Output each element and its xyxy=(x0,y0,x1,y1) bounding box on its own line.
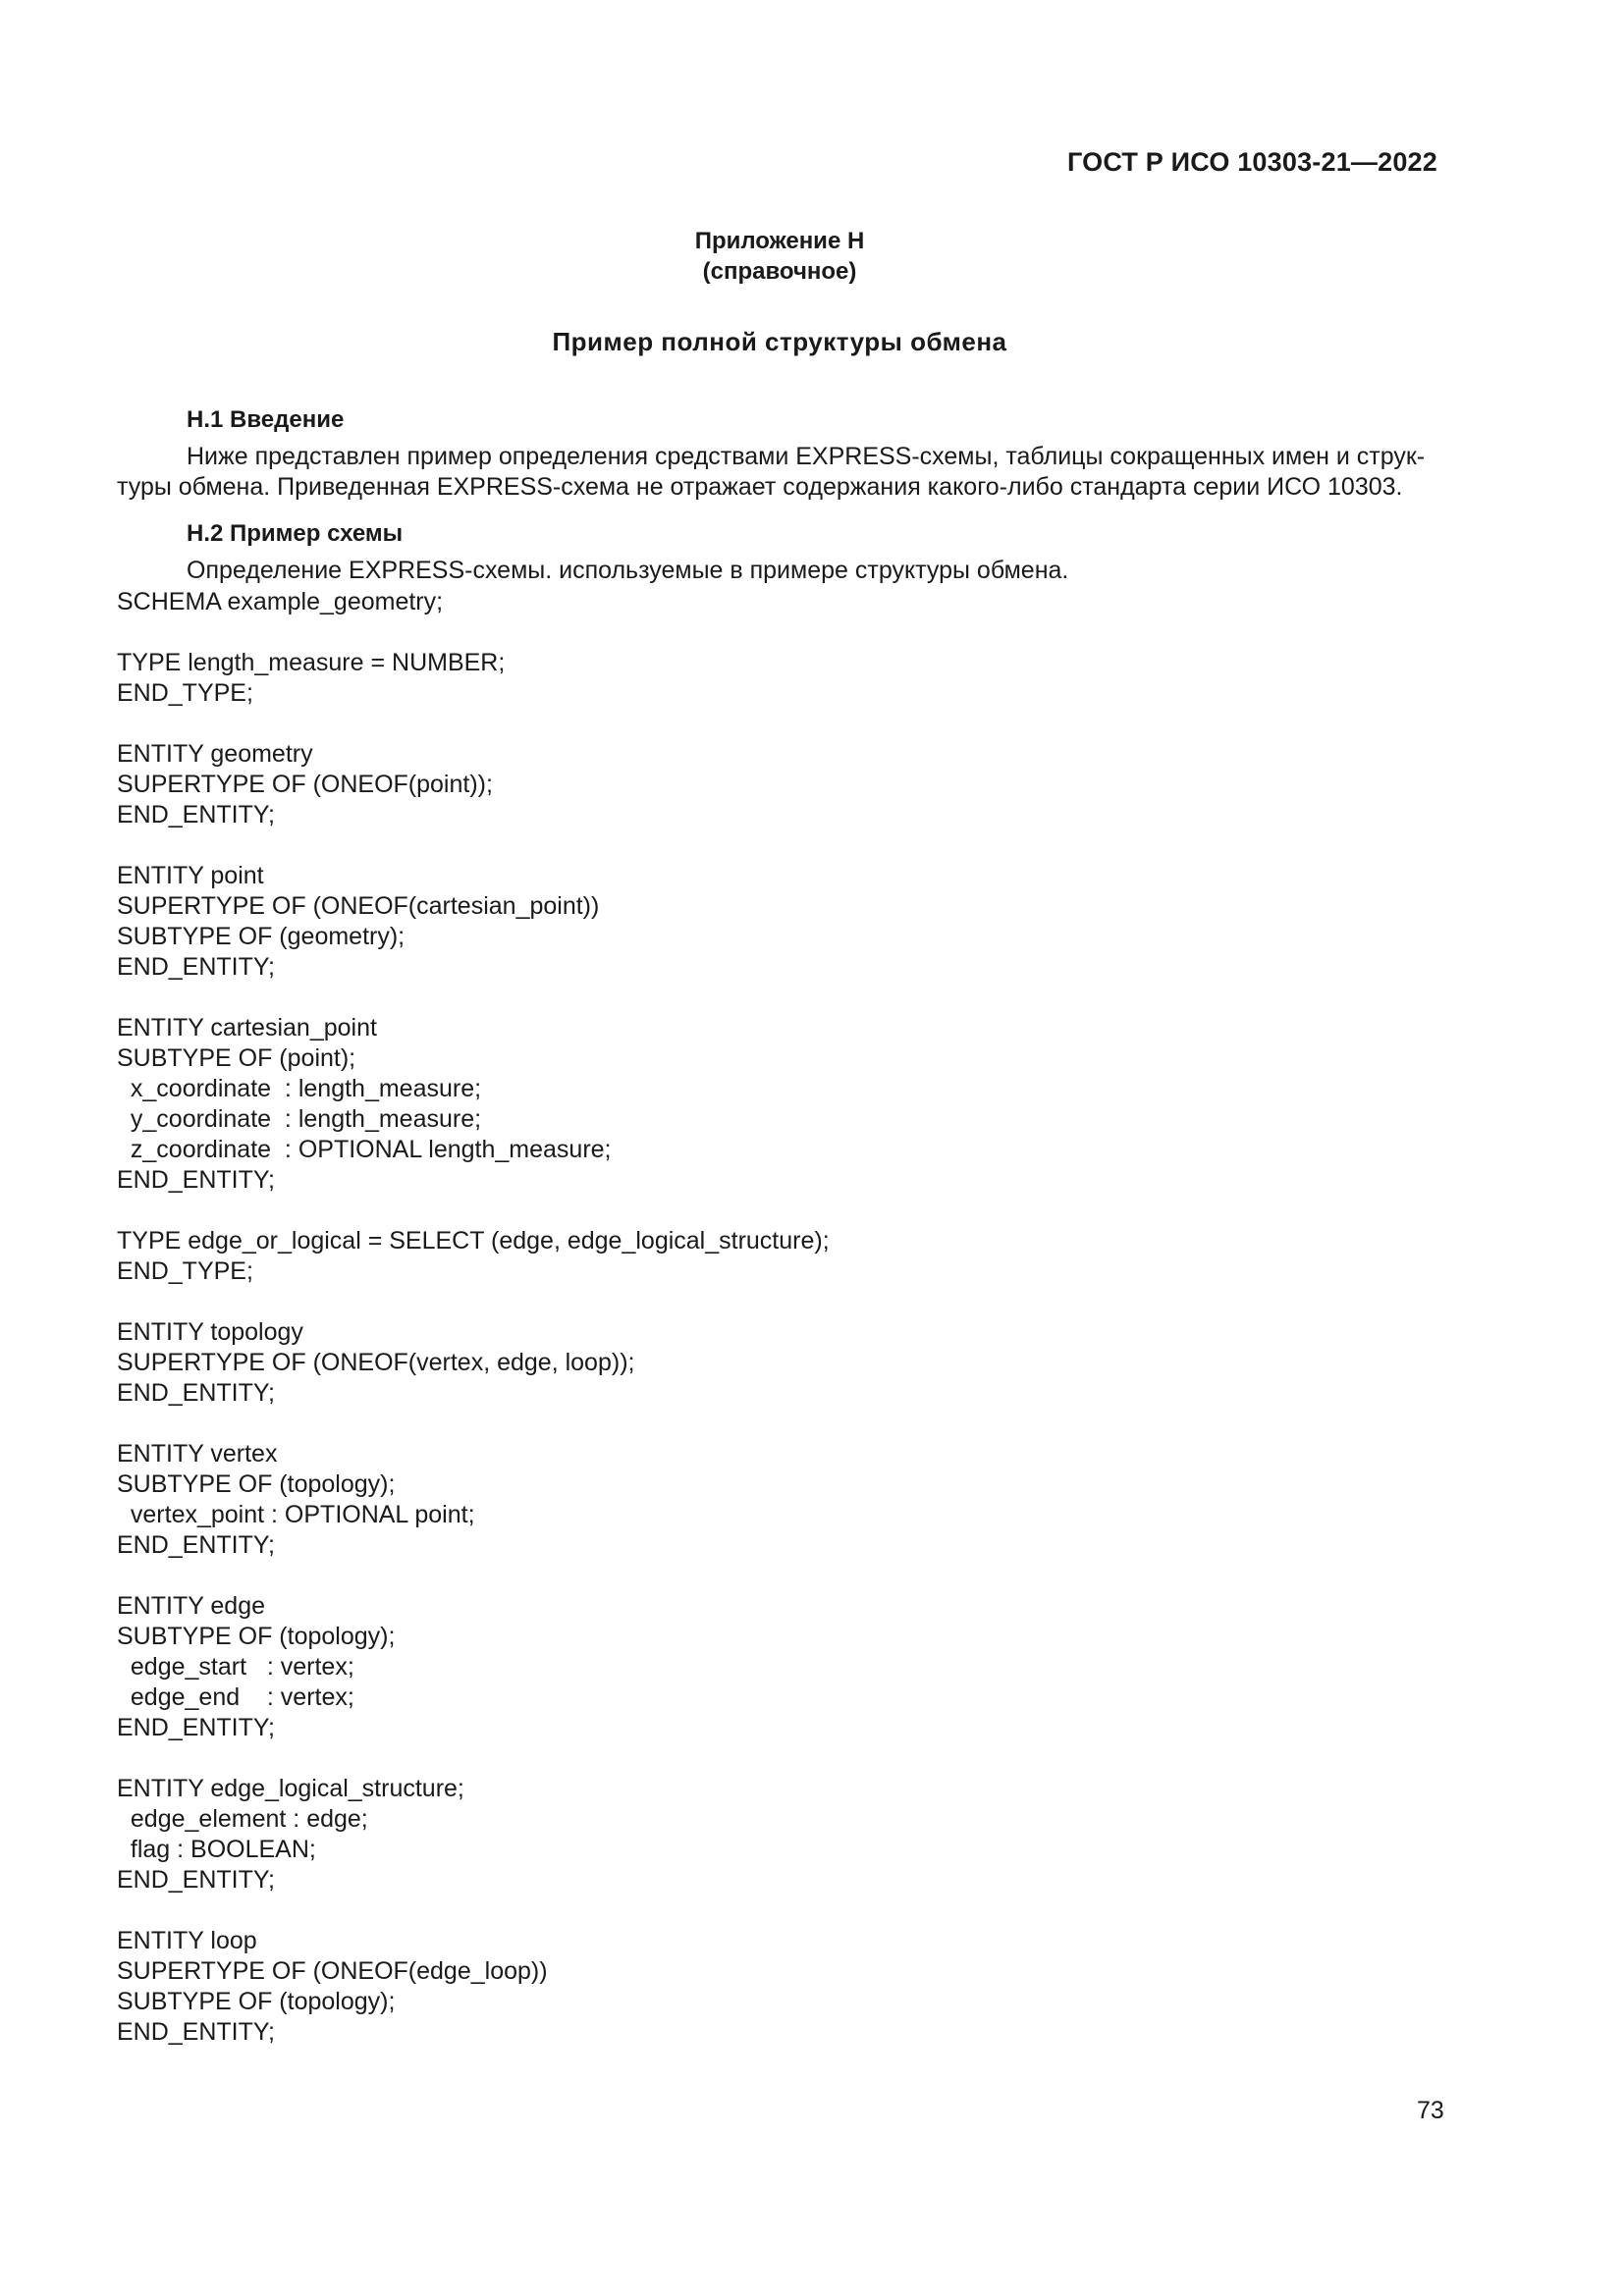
code-line xyxy=(117,1561,830,1591)
code-line: TYPE edge_or_logical = SELECT (edge, edge_logical_structure); xyxy=(117,1227,830,1255)
code-line: SUBTYPE OF (topology); xyxy=(117,1470,396,1498)
code-line: edge_end : vertex; xyxy=(117,1683,354,1711)
code-line: END_ENTITY; xyxy=(117,1379,275,1407)
code-line: flag : BOOLEAN; xyxy=(117,1836,316,1863)
code-line: END_ENTITY; xyxy=(117,953,275,981)
code-line: END_ENTITY; xyxy=(117,801,275,828)
code-line: SUBTYPE OF (topology); xyxy=(117,1623,396,1650)
code-line: SUBTYPE OF (point); xyxy=(117,1044,356,1072)
code-line xyxy=(117,1743,830,1774)
code-line: END_ENTITY; xyxy=(117,1166,275,1194)
code-line: END_ENTITY; xyxy=(117,1531,275,1559)
annex-subtitle: (справочное) xyxy=(702,258,857,285)
section-paragraph-schema-example xyxy=(117,556,1442,586)
code-line: SUBTYPE OF (topology); xyxy=(117,1988,396,2015)
code-line: ENTITY point xyxy=(117,862,264,889)
section-paragraph-introduction xyxy=(117,442,1442,503)
schema-example-text: Определение EXPRESS-схемы. используемые в примере структуры обмена. xyxy=(187,557,1069,584)
code-line: SUPERTYPE OF (ONEOF(edge_loop)) xyxy=(117,1957,548,1985)
page-number: 73 xyxy=(1417,2097,1444,2124)
annex-title: Приложение H xyxy=(694,228,865,254)
main-title: Пример полной структуры обмена xyxy=(552,327,1007,356)
code-line xyxy=(117,617,830,648)
code-line: SCHEMA example_geometry; xyxy=(117,588,444,615)
code-line: SUPERTYPE OF (ONEOF(cartesian_point)) xyxy=(117,892,600,920)
section-heading-schema-example: H.2 Пример схемы xyxy=(187,520,404,547)
code-line xyxy=(117,1409,830,1439)
code-line: edge_element : edge; xyxy=(117,1805,368,1833)
code-line xyxy=(117,983,830,1013)
code-line xyxy=(117,1196,830,1226)
code-line: vertex_point : OPTIONAL point; xyxy=(117,1501,475,1528)
code-line: ENTITY loop xyxy=(117,1927,257,1954)
code-line: z_coordinate : OPTIONAL length_measure; xyxy=(117,1136,612,1163)
code-line: SUPERTYPE OF (ONEOF(point)); xyxy=(117,771,493,798)
code-line xyxy=(117,709,830,739)
code-line: y_coordinate : length_measure; xyxy=(117,1105,482,1133)
code-line: END_TYPE; xyxy=(117,1257,253,1285)
code-line xyxy=(117,1896,830,1926)
code-line: ENTITY topology xyxy=(117,1318,303,1346)
express-schema-code-block xyxy=(117,587,830,2048)
code-line: END_TYPE; xyxy=(117,679,253,707)
code-line: ENTITY cartesian_point xyxy=(117,1014,377,1041)
code-line: SUPERTYPE OF (ONEOF(vertex, edge, loop)); xyxy=(117,1349,635,1376)
code-line: ENTITY edge_logical_structure; xyxy=(117,1775,464,1802)
code-line: x_coordinate : length_measure; xyxy=(117,1075,482,1102)
section-heading-introduction: H.1 Введение xyxy=(187,406,345,433)
code-line: ENTITY edge xyxy=(117,1592,266,1620)
code-line: ENTITY vertex xyxy=(117,1440,278,1468)
code-line xyxy=(117,1287,830,1317)
introduction-text: Ниже представлен пример определения средствами EXPRESS-схемы, таблицы сокращенных имен и струк-туры обмена. Приведенная EXPRESS-схема не отражает содержания какого-либо стандарта серии ИСО 10303. xyxy=(117,443,1426,501)
code-line: END_ENTITY; xyxy=(117,1866,275,1894)
code-line: END_ENTITY; xyxy=(117,2018,275,2046)
code-line: SUBTYPE OF (geometry); xyxy=(117,923,406,950)
code-line xyxy=(117,830,830,861)
code-line: ENTITY geometry xyxy=(117,740,313,768)
code-line: TYPE length_measure = NUMBER; xyxy=(117,649,506,676)
document-header-id: ГОСТ Р ИСО 10303-21—2022 xyxy=(1067,147,1437,177)
code-line: END_ENTITY; xyxy=(117,1714,275,1741)
code-line: edge_start : vertex; xyxy=(117,1653,354,1681)
